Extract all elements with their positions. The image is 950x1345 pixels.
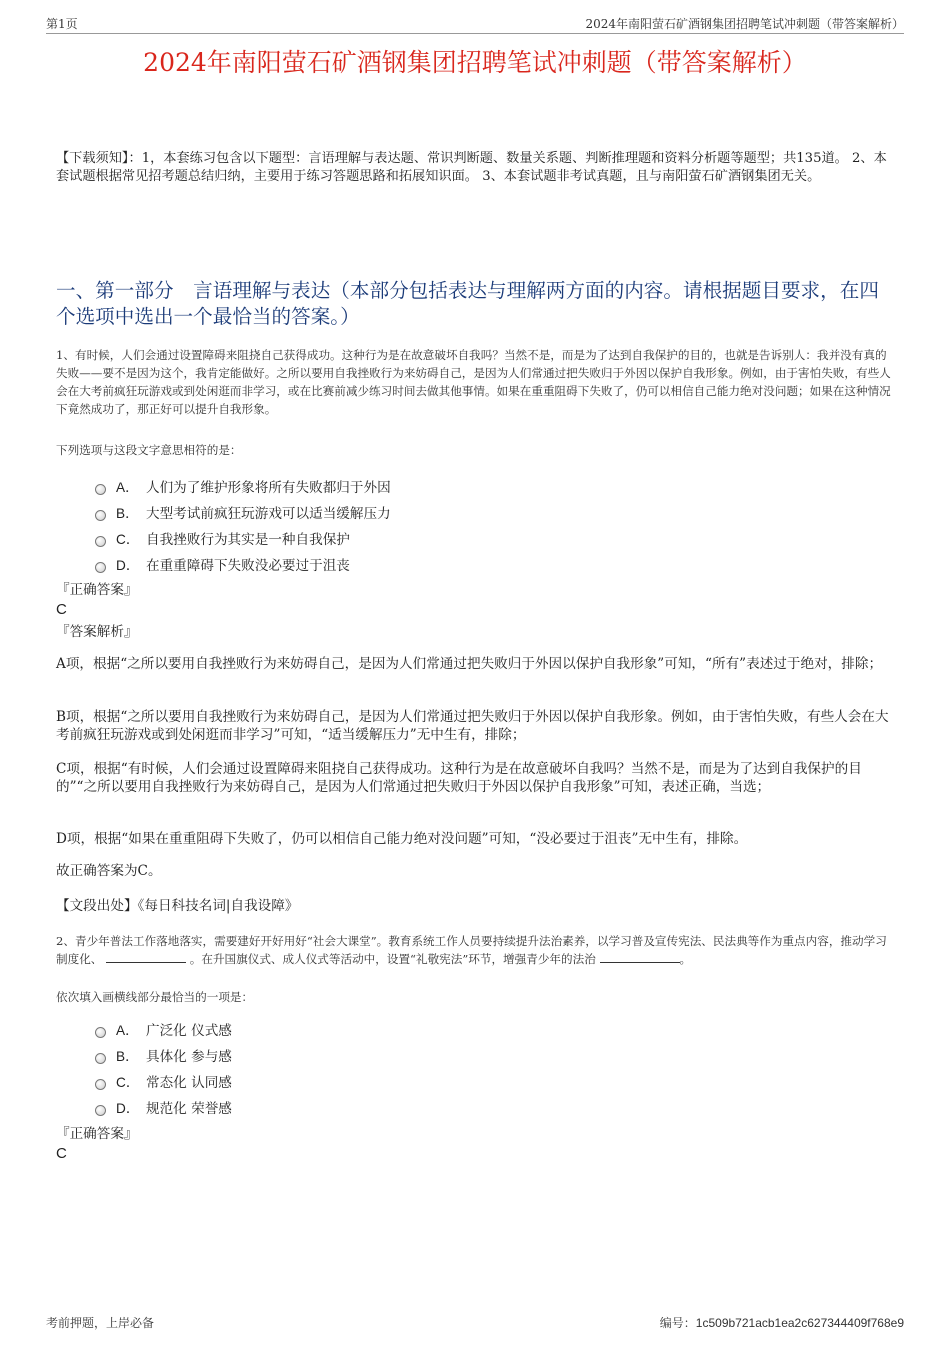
page-footer — [46, 1314, 904, 1331]
correct-answer: C — [56, 1145, 67, 1162]
fill-blank[interactable] — [600, 950, 680, 963]
option-d[interactable]: D． 在重重障碍下失败没必要过于沮丧 — [95, 551, 795, 577]
correct-answer: C — [56, 601, 67, 618]
analysis-a: A项，根据“之所以要用自我挫败行为来妨碍自己，是因为人们常通过把失败归于外因以保护自我形象”可知，“所有”表述过于绝对，排除； — [56, 656, 883, 672]
analysis-label: 『答案解析』 — [56, 624, 138, 640]
option-a[interactable]: A． 人们为了维护形象将所有失败都归于外因 — [95, 473, 795, 499]
analysis-d: D项，根据“如果在重重阻碍下失败了，仍可以相信自己能力绝对没问题”可知，“没必要过于沮丧”无中生有，排除。 — [56, 831, 748, 847]
radio-icon[interactable] — [95, 1105, 106, 1116]
question-1-prompt: 下列选项与这段文字意思相符的是： — [56, 443, 242, 457]
footer-slogan: 考前押题，上岸必备 — [46, 1316, 155, 1330]
radio-icon[interactable] — [95, 1079, 106, 1090]
fill-blank[interactable] — [106, 950, 186, 963]
question-2-stem: 2、青少年普法工作落地落实，需要建好开好用好“社会大课堂”。教育系统工作人员要持续提升法治素养，以学习普及宣传宪法、民法典等作为重点内容，推动学习制度化、 。在升国旗仪式、成人仪式等活动中，设置“礼敬宪法”环节，增强青少年的法治 。 — [56, 934, 887, 966]
radio-icon[interactable] — [95, 562, 106, 573]
option-c[interactable]: C． 自我挫败行为其实是一种自我保护 — [95, 525, 795, 551]
radio-icon[interactable] — [95, 1053, 106, 1064]
answer-label: 『正确答案』 — [56, 582, 138, 598]
header-doc-title: 2024年南阳萤石矿酒钢集团招聘笔试冲刺题（带答案解析） — [585, 17, 904, 31]
radio-icon[interactable] — [95, 1027, 106, 1038]
analysis-b: B项，根据“之所以要用自我挫败行为来妨碍自己，是因为人们常通过把失败归于外因以保护自我形象。例如，由于害怕失败，有些人会在大考前疯狂玩游戏或到处闲逛而非学习”可知，“适当缓解压力”无中生有，排除； — [56, 709, 889, 743]
question-2-options — [95, 1016, 795, 1120]
option-c[interactable]: C． 常态化 认同感 — [95, 1068, 795, 1094]
source: 【文段出处】《每日科技名词|自我设障》 — [56, 898, 299, 914]
analysis-c: C项，根据“有时候，人们会通过设置障碍来阻挠自己获得成功。这种行为是在故意破坏自我吗？当然不是，而是为了达到自我保护的目的”“之所以要用自我挫败行为来妨碍自己，是因为人们常通过把失败归于外因以保护自我形象”可知，表述正确，当选； — [56, 761, 862, 795]
option-b[interactable]: B． 大型考试前疯狂玩游戏可以适当缓解压力 — [95, 499, 795, 525]
radio-icon[interactable] — [95, 510, 106, 521]
page-header — [46, 15, 904, 34]
analysis-conclusion: 故正确答案为C。 — [56, 863, 162, 879]
page-number: 第1页 — [46, 17, 78, 31]
section-heading: 一、第一部分 言语理解与表达（本部分包括表达与理解两方面的内容。请根据题目要求，在四个选项中选出一个最恰当的答案。） — [56, 279, 879, 328]
question-1-options — [95, 473, 795, 577]
document-title: 2024年南阳萤石矿酒钢集团招聘笔试冲刺题（带答案解析） — [143, 48, 807, 77]
download-notice: 【下载须知】：1，本套练习包含以下题型：言语理解与表达题、常识判断题、数量关系题、判断推理题和资料分析题等题型；共135道。 2、本套试题根据常见招考题总结归纳，主要用于练习答题思路和拓展知识面。 3、本套试题非考试真题，且与南阳萤石矿酒钢集团无关。 — [56, 151, 887, 184]
answer-label: 『正确答案』 — [56, 1126, 138, 1142]
radio-icon[interactable] — [95, 536, 106, 547]
option-d[interactable]: D． 规范化 荣誉感 — [95, 1094, 795, 1120]
document-code: 编号：1c509b721acb1ea2c627344409f768e9 — [659, 1316, 904, 1330]
question-2-prompt: 依次填入画横线部分最恰当的一项是： — [56, 990, 254, 1004]
option-a[interactable]: A． 广泛化 仪式感 — [95, 1016, 795, 1042]
question-1-stem: 1、有时候，人们会通过设置障碍来阻挠自己获得成功。这种行为是在故意破坏自我吗？当然不是，而是为了达到自我保护的目的，也就是告诉别人：我并没有真的失败——要不是因为这个，我肯定能做好。之所以要用自我挫败行为来妨碍自己，是因为人们常通过把失败归于外因以保护自我形象。例如，由于害怕失败，有些人会在大考前疯狂玩游戏或到处闲逛而非学习，或在比赛前减少练习时间去做其他事情。如果在重重阻碍下失败了，仍可以相信自己能力绝对没问题；如果在这种情况下竟然成功了，那正好可以提升自我形象。 — [56, 348, 891, 416]
radio-icon[interactable] — [95, 484, 106, 495]
option-b[interactable]: B． 具体化 参与感 — [95, 1042, 795, 1068]
